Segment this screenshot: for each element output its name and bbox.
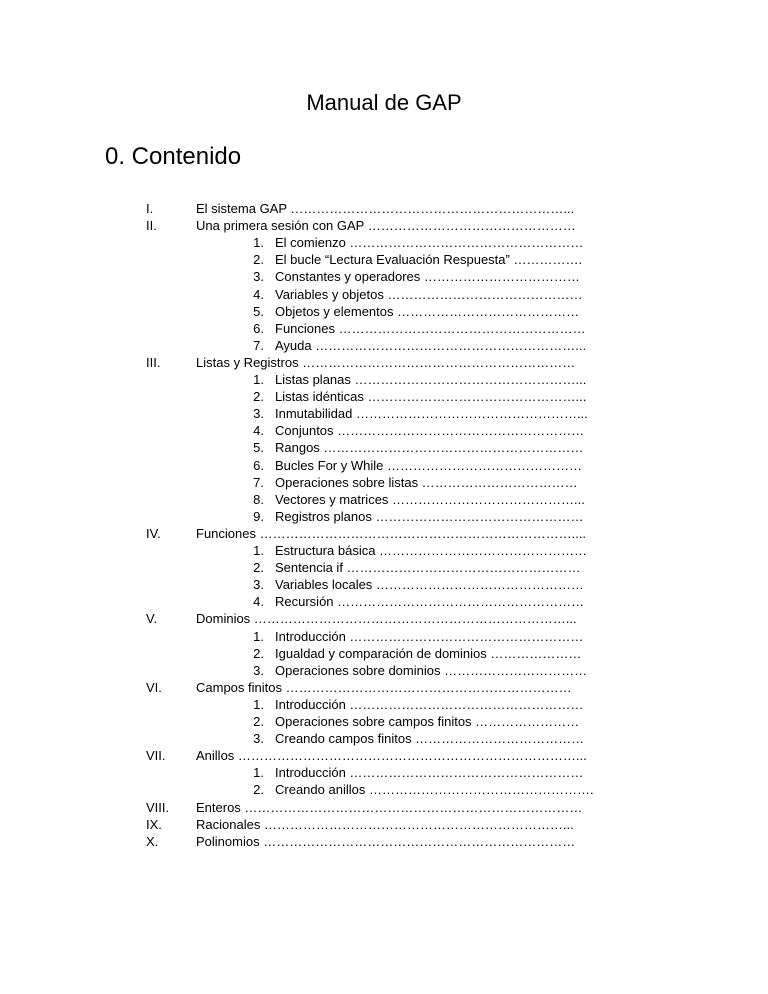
toc-chapter-number: VII. <box>146 748 166 764</box>
toc-chapter-title: Racionales ……………………………………………………………... <box>196 816 574 832</box>
toc-subsection-title: Introducción ……………………………………………… <box>275 628 584 644</box>
toc-chapter-number: VIII. <box>146 799 170 815</box>
toc-subsection-number: 4. <box>253 594 264 610</box>
toc-subsection-title: Operaciones sobre listas ……………………………… <box>275 474 578 490</box>
toc-subsection-row <box>0 405 768 423</box>
toc-subsection-number: 6. <box>253 457 264 473</box>
toc-subsection-title: Introducción ……………………………………………… <box>275 696 584 712</box>
toc-subsection-title: Registros planos ………………………………………… <box>275 508 584 524</box>
toc-subsection-title: Variables locales ………………………………………… <box>275 577 584 593</box>
toc-subsection-title: Objetos y elementos …………………………………… <box>275 303 580 319</box>
toc-chapter-number: II. <box>146 218 157 234</box>
toc-subsection-row <box>0 508 768 526</box>
toc-subsection-row <box>0 645 768 663</box>
toc-subsection-title: Listas planas ……………………………………………... <box>275 372 587 387</box>
toc-subsection-title: Rangos …………………………………………………… <box>275 440 584 456</box>
toc-chapter-title: Anillos ……………………………………………………………………... <box>196 748 587 764</box>
toc-subsection-row <box>0 439 768 457</box>
toc-subsection-number: 3. <box>253 662 264 678</box>
toc-subsection-title: Conjuntos ………………………………………………… <box>275 423 585 439</box>
toc-chapter-number: IX. <box>146 816 162 832</box>
toc-subsection-title: Variables y objetos ……………………………………… <box>275 286 583 302</box>
toc-subsection-row <box>0 764 768 782</box>
toc-chapter-title: El sistema GAP ………………………………………………………... <box>196 201 575 216</box>
toc-subsection-row <box>0 730 768 748</box>
toc-subsection-number: 2. <box>253 389 264 405</box>
toc-subsection-number: 1. <box>253 765 264 781</box>
toc-subsection-title: Creando campos finitos ………………………………… <box>275 731 585 747</box>
toc-subsection-title: Introducción ……………………………………………… <box>275 765 584 781</box>
toc-chapter-number: IV. <box>146 525 161 541</box>
toc-subsection-number: 5. <box>253 303 264 319</box>
toc-subsection-number: 2. <box>253 645 264 661</box>
toc-subsection-title: Igualdad y comparación de dominios ………………… <box>275 645 582 661</box>
toc-chapter-number: V. <box>146 611 158 627</box>
toc-subsection-title: Operaciones sobre dominios …………………………… <box>275 662 588 678</box>
toc-chapter-title: Campos finitos ………………………………………………………… <box>196 679 572 695</box>
toc-subsection-number: 1. <box>253 235 264 251</box>
toc-subsection-number: 4. <box>253 286 264 302</box>
toc-subsection-row <box>0 268 768 286</box>
toc-subsection-row <box>0 422 768 440</box>
toc-subsection-row <box>0 286 768 304</box>
toc-chapter-title: Polinomios ……………………………………………………………… <box>196 833 576 849</box>
toc-subsection-number: 3. <box>253 406 264 422</box>
toc-subsection-row <box>0 303 768 321</box>
toc-subsection-number: 1. <box>253 372 264 387</box>
toc-subsection-title: Operaciones sobre campos finitos …………………… <box>275 714 580 729</box>
toc-subsection-row <box>0 457 768 475</box>
toc-subsection-number: 2. <box>253 714 264 729</box>
toc-subsection-number: 2. <box>253 252 264 268</box>
toc-subsection-title: Sentencia if ……………………………………………… <box>275 560 581 576</box>
toc-subsection-title: Listas idénticas …………………………………………... <box>275 389 587 405</box>
toc-subsection-number: 2. <box>253 782 264 798</box>
toc-subsection-row <box>0 559 768 577</box>
toc-subsection-row <box>0 781 768 799</box>
toc-subsection-row <box>0 593 768 611</box>
toc-chapter-number: X. <box>146 833 159 849</box>
toc-chapter-title: Enteros …………………………………………………………………… <box>196 799 583 815</box>
toc-chapter-row <box>0 679 768 697</box>
toc-subsection-row <box>0 542 768 560</box>
toc-chapter-row <box>0 833 768 851</box>
toc-subsection-row <box>0 234 768 252</box>
toc-chapter-row <box>0 217 768 235</box>
toc-subsection-title: Creando anillos ……………………………………………. <box>275 782 594 798</box>
toc-chapter-number: VI. <box>146 679 162 695</box>
toc-subsection-number: 4. <box>253 423 264 439</box>
toc-chapter-row <box>0 610 768 628</box>
toc-subsection-number: 1. <box>253 696 264 712</box>
toc-chapter-row <box>0 525 768 543</box>
toc-subsection-title: Constantes y operadores ……………………………… <box>275 269 580 285</box>
toc-subsection-number: 3. <box>253 269 264 285</box>
toc-chapter-row <box>0 200 768 218</box>
toc-subsection-row <box>0 320 768 338</box>
toc-subsection-row <box>0 388 768 406</box>
toc-subsection-number: 3. <box>253 731 264 747</box>
toc-subsection-row <box>0 576 768 594</box>
toc-subsection-row <box>0 337 768 355</box>
toc-subsection-row <box>0 491 768 509</box>
toc-subsection-number: 9. <box>253 508 264 524</box>
toc-subsection-row <box>0 251 768 269</box>
toc-subsection-row <box>0 371 768 389</box>
toc-subsection-title: Vectores y matrices ……………………………………... <box>275 491 585 507</box>
toc-subsection-title: El bucle “Lectura Evaluación Respuesta” ……………. <box>275 252 583 268</box>
toc-chapter-row <box>0 354 768 372</box>
toc-subsection-row <box>0 662 768 680</box>
document-title: Manual de GAP <box>306 90 462 115</box>
toc-chapter-number: III. <box>146 354 161 370</box>
toc-subsection-title: Bucles For y While ……………………………………… <box>275 457 582 473</box>
toc-subsection-row <box>0 474 768 492</box>
toc-chapter-row <box>0 747 768 765</box>
toc-subsection-title: Ayuda ……………………………………………………... <box>275 337 587 353</box>
toc-subsection-title: Recursión ………………………………………………… <box>275 594 585 610</box>
toc-chapter-title: Listas y Registros ……………………………………………………… <box>196 354 576 370</box>
toc-subsection-title: Funciones ………………………………………………… <box>275 320 586 336</box>
toc-subsection-number: 8. <box>253 491 264 507</box>
toc-chapter-title: Funciones ……………………………………………………………….... <box>196 525 587 541</box>
toc-chapter-number: I. <box>146 201 154 216</box>
toc-subsection-row <box>0 713 768 731</box>
section-heading: 0. Contenido <box>105 143 242 170</box>
toc-subsection-title: Inmutabilidad ……………………………………………... <box>275 406 588 422</box>
toc-subsection-number: 7. <box>253 337 264 353</box>
toc-subsection-number: 2. <box>253 560 264 576</box>
toc-subsection-number: 1. <box>253 628 264 644</box>
toc-subsection-row <box>0 696 768 714</box>
toc-subsection-number: 3. <box>253 577 264 593</box>
toc-subsection-title: El comienzo ……………………………………………… <box>275 235 584 251</box>
toc-subsection-number: 7. <box>253 474 264 490</box>
toc-chapter-title: Una primera sesión con GAP ………………………………………… <box>196 218 576 234</box>
toc-subsection-row <box>0 628 768 646</box>
toc-subsection-number: 5. <box>253 440 264 456</box>
toc-subsection-number: 6. <box>253 320 264 336</box>
toc-subsection-title: Estructura básica ………………………………………… <box>275 543 588 558</box>
toc-chapter-row <box>0 816 768 834</box>
toc-chapter-title: Dominios ………………………………………………………………... <box>196 611 577 627</box>
toc-subsection-number: 1. <box>253 543 264 558</box>
toc-chapter-row <box>0 799 768 817</box>
